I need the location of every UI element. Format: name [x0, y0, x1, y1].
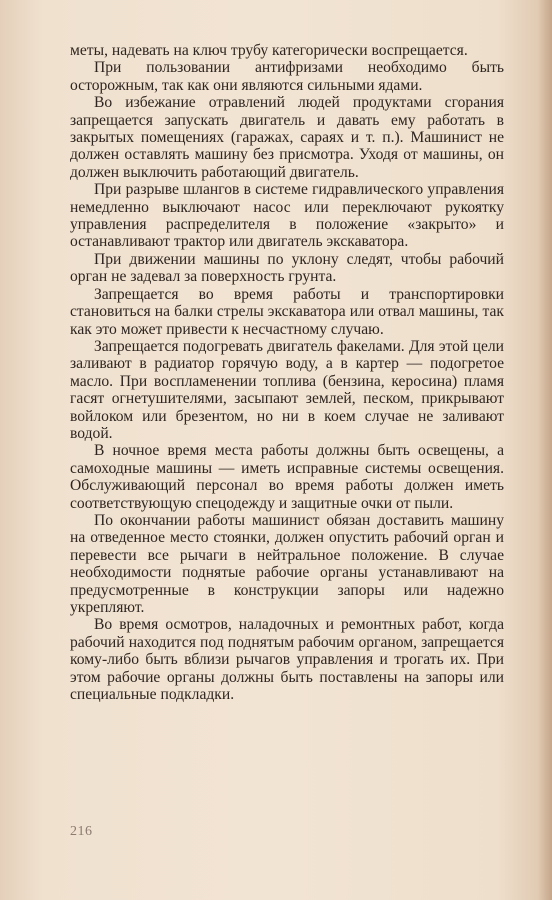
paragraph-engine-heating: Запрещается подогревать двигатель факелами. Для этой цели заливают в радиатор горячую воду, а в картер — подогретое масло. При воспламенении топлива (бензина, керосина) пламя гасят огнетушителями, засыпают землей, песком, прикрывают войлоком или брезентом, но ни в коем случае не заливают водой.: [70, 337, 504, 442]
page-edge-shadow: [538, 0, 552, 900]
page-number: 216: [70, 824, 93, 839]
paragraph-boom-standing: Запрещается во время работы и транспортировки становиться на балки стрелы экскаватора или отвал машины, так как это может привести к несчастному случаю.: [70, 285, 504, 338]
paragraph-night-lighting: В ночное время места работы должны быть освещены, а самоходные машины — иметь исправные системы освещения. Обслуживающий персонал во время работы должен иметь соответствующую спецодежду и защитные очки от пыли.: [70, 442, 504, 512]
paragraph-antifreeze: При пользовании антифризами необходимо быть осторожным, так как они являются сильными ядами.: [70, 59, 504, 94]
paragraph-continuation: меты, надевать на ключ трубу категорически воспрещается.: [70, 42, 468, 59]
paragraph-end-of-work: По окончании работы машинист обязан доставить машину на отведенное место стоянки, должен опустить рабочий орган и перевести все рычаги в нейтральное положение. В случае необходимости поднятые рабочие органы устанавливают на предусмотренные в конструкции запоры или надежно укрепляют.: [70, 511, 504, 616]
page-text: [70, 42, 504, 703]
paragraph-slope-movement: При движении машины по уклону следят, чтобы рабочий орган не задевал за поверхность грунта.: [70, 250, 504, 286]
paragraph-inspection: Во время осмотров, наладочных и ремонтных работ, когда рабочий находится под поднятым рабочим органом, запрещается кому-либо быть вблизи рычагов управления и трогать их. При этом рабочие органы должны быть поставлены на запоры или специальные подкладки.: [70, 616, 504, 704]
paragraph-hose-rupture: При разрыве шлангов в системе гидравлического управления немедленно выключают насос или переключают рукоятку управления распределителя в положение «закрыто» и останавливают трактор или двигатель экскаватора.: [70, 181, 504, 251]
paragraph-exhaust-poisoning: Во избежание отравлений людей продуктами сгорания запрещается запускать двигатель и давать ему работать в закрытых помещениях (гаражах, сараях и т. п.). Машинист не должен оставлять машину без присмотра. Уходя от машины, он должен выключить работающий двигатель.: [70, 94, 504, 181]
